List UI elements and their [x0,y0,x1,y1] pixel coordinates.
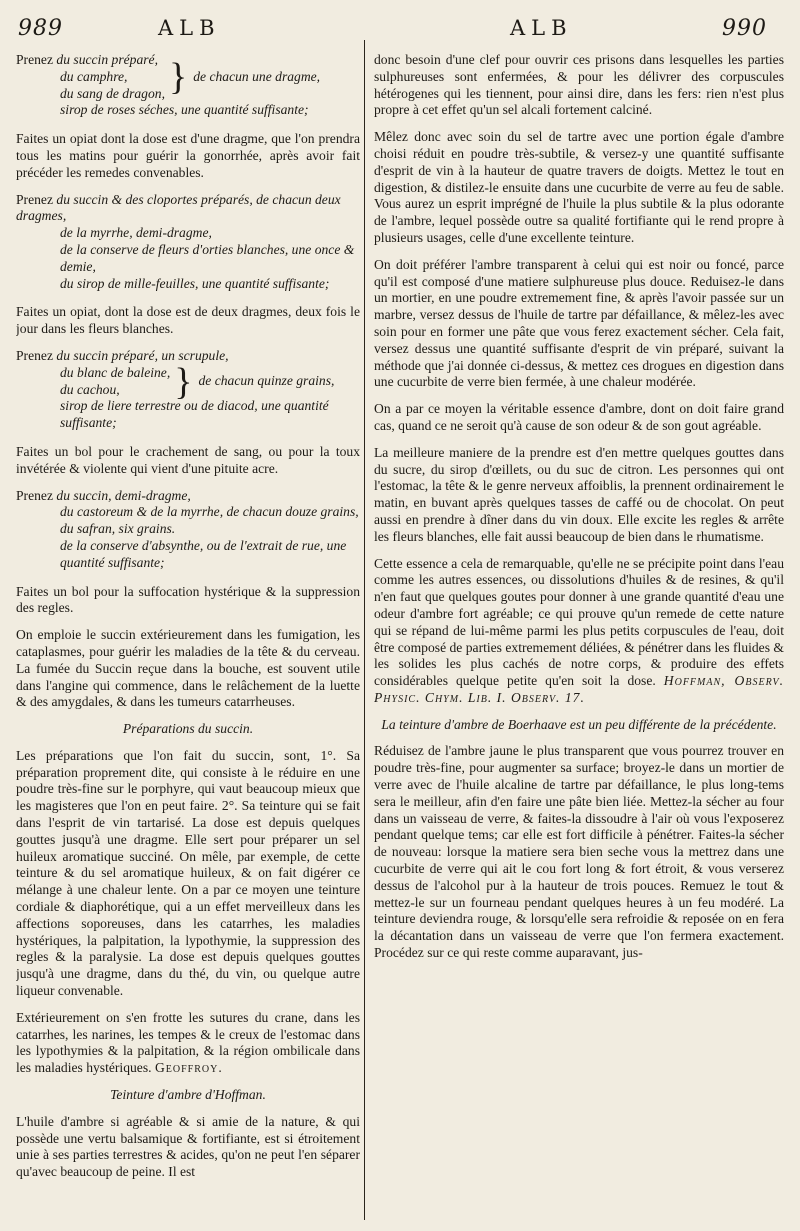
paragraph: Faites un opiat dont la dose est d'une dragme, que l'on prendra tous les matins pour guérir la gonorrhée, après avoir fait précéder les remedes convenables. [16,131,360,180]
left-column [16,52,360,1191]
recipe-1 [16,52,360,119]
recipe-2 [16,192,360,293]
left-page-number: 989 [18,16,63,41]
paragraph: Faites un opiat, dont la dose est de deux dragmes, deux fois le jour dans les fleurs blanches. [16,304,360,337]
paragraph-text: Cette essence a cela de remarquable, qu'elle ne se précipite point dans l'eau comme les autres essences, ou dissolutions d'huiles & de resines, & qu'il n'en faut que quelques goutes pour donner à une grande quantité d'eau une odeur d'ambre fort agréable; ce qui prouve qu'un remede de cette nature qui se répand de lui-même parmi les plus petits corpuscules de l'eau, doit être composé de parties extremement déliées, & pénétrer dans les fluides & les solides les plus cachés de notre corps, & produire des effets considérables quelque petite qu'en soit la dose. [374,555,784,689]
brace-symbol: } [168,56,188,99]
ingredient: du camphre, [60,68,128,84]
ingredient: du succin préparé, [56,52,158,67]
paragraph: Mêlez donc avec soin du sel de tartre avec une portion égale d'ambre choisi réduit en poudre très-subtile, & versez-y une quantité suffisante d'esprit de vin à la hauteur de quatre travers de doigts. Mettez le tout en digestion, & distilez-le ensuite dans une cucurbite de verre au feu de sable. Vous aurez un esprit imprégné de l'huile la plus subtile & la plus odorante de l'ambre, lequel possède outre sa qualité fortifiante qui le rend propre à plusieurs usages, celle d'une excellente teinture. [374,129,784,245]
ingredient: sirop de roses séches, une quantité suffisante; [60,102,309,118]
author-signature: Geoffroy. [154,1060,223,1076]
prenez-label: Prenez [16,191,53,207]
prenez-label: Prenez [16,487,53,503]
ingredient: de la conserve de fleurs d'orties blanches, une once & demie, [60,241,355,274]
recipe-3 [16,348,360,432]
brace-text: de chacun une dragme, [193,68,321,84]
prenez-label: Prenez [16,52,53,67]
ingredient: du cachou, [60,381,120,397]
paragraph: On doit préférer l'ambre transparent à celui qui est noir ou foncé, parce qu'il est composé d'une matiere sulphureuse plus douce. Reduisez-le dans un mortier, en une poudre extremement fine, & après l'avoir passée sur un marbre, versez dessus de l'huile de tartre par défaillance, & mêlez-les avec soin pour en former une pâte que vous ferez exactement sécher. Cela fait, versez dessus une quantité suffisante d'esprit de vin préparé, suivant la méthode que j'ai donnée ci-dessus, & mettez ces drogues en digestion dans une cucurbite de verre bien fermée, à une chaleur modérée. [374,256,784,390]
recipe-3-lines [16,365,170,399]
brace-text: de chacun quinze grains, [198,373,335,389]
brace-symbol: } [174,360,193,403]
ingredient: du sang de dragon, [60,85,165,101]
section-heading: La teinture d'ambre de Boerhaave est un peu différente de la précédente. [381,716,777,732]
right-running-head: ALB [510,16,573,40]
ingredient: de la myrrhe, demi-dragme, [60,225,212,241]
ingredient: de la conserve d'absynthe, ou de l'extrait de rue, une quantité suffisante; [60,537,347,570]
paragraph [16,1010,360,1077]
paragraph-text: Extérieurement on s'en frotte les sutures du crane, dans les catarrhes, les narines, les tempes & le creux de l'estomac dans les lypothymies & la palpitation, & la région ombilicale dans les maladies hystériques. [16,1009,360,1076]
column-divider [364,40,365,1220]
paragraph: Les préparations que l'on fait du succin, sont, 1°. Sa préparation proprement dite, qui consiste à le réduire en une poudre très-fine sur le porphyre, qui vaut beaucoup mieux que les magisteres que l'on en peut faire. 2°. Sa teinture qui se fait dans l'esprit de vin tartarisé. La dose est depuis quelques gouttes jusqu'à une dragme. Elle sert pour préparer un sel huileux aromatique succiné. On mêle, par exemple, de cette teinture & du sel aromatique huileux, & on fait digérer ce mélange à une chaleur lente. On a par ce moyen une teinture cordiale & diaphorétique, qui a un effet merveilleux dans les affections soporeuses, dans les catarrhes, les maladies hystériques, la palpitation, la lypothymie, la suppression des regles & la paralysie. La dose est depuis quelques gouttes jusqu'à une dragme, dans du thé, du vin, ou quelque autre liqueur convenable. [16,747,360,999]
prenez-label: Prenez [16,347,53,363]
paragraph: donc besoin d'une clef pour ouvrir ces prisons dans lesquelles les parties sulphureuses sont enfermées, & pour les délivrer des corpuscules hétérogenes qui les tiennent, pour ainsi dire, dans les fers: rien n'est plus propre à cet effet qu'un sel alcali fortement calciné. [374,52,784,118]
section-heading: Teinture d'ambre d'Hoffman. [110,1087,266,1103]
recipe-4 [16,488,360,572]
section-heading: Préparations du succin. [122,721,254,737]
paragraph: L'huile d'ambre si agréable & si amie de la nature, & qui possède une vertu balsamique & fortifiante, est si étroitement unie à ses parties terrestres & acides, qu'on ne peut l'en séparer qu'avec beaucoup de peine. Il est [16,1113,360,1180]
paragraph: On a par ce moyen la véritable essence d'ambre, dont on doit faire grand cas, quand ce ne seroit qu'à cause de son odeur & de son gout agréable. [374,401,784,433]
ingredient: du succin préparé, un scrupule, [56,347,229,363]
recipe-1-brace-group [16,52,360,102]
recipe-1-lines [16,52,165,102]
ingredient: sirop de liere terrestre ou de diacod, une quantité suffisante; [60,398,329,431]
paragraph: Faites un bol pour la suffocation hystérique & la suppression des regles. [16,583,360,616]
ingredient: du blanc de baleine, [60,364,171,380]
ingredient: du castoreum & de la myrrhe, de chacun douze grains, [60,504,359,520]
recipe-3-brace-group [16,360,360,403]
paragraph: On emploie le succin extérieurement dans les fumigation, les cataplasmes, pour guérir les maladies de la tête & du cerveau. La fumée du Succin reçue dans la bouche, est souvent utile dans l'angine qui commence, dans le relâchement de la luette & des amygdales, & dans les tumeurs catarrheuses. [16,627,360,710]
right-column [374,52,784,972]
citation: Hoffman, Observ. Physic. Chym. Lib. I. Observ. 17. [374,673,784,705]
ingredient: du sirop de mille-feuilles, une quantité suffisante; [60,275,330,291]
paragraph: Réduisez de l'ambre jaune le plus transparent que vous pourrez trouver en poudre très-fine, pour augmenter sa surface; broyez-le dans un mortier de verre avec de l'huile alcaline de tartre par défaillance, le plus long-tems sera le meilleur, afin d'en faire une pâte bien liée. Mettez-la sécher au four dans un vaisseau de verre, & faites-la dissoudre à l'air où vous l'exposerez pendant quelque tems; car elle est fort difficile à pénétrer. Faites-la sécher de nouveau: lorsque la matiere sera bien seche vous la mettrez dans une cucurbite de verre qui ait le cou fort long & fort étroit, & vous verserez dessus de l'alcohol pur à la hauteur de trois pouces. Remuez le tout & mettez-le sur un fourneau pendant quelques heures à un feu modéré. La teinture deviendra rouge, & lorsqu'elle sera refroidie & reposée on en fera la décantation dans un vaisseau de verre que l'on fermera exactement. Procédez sur ce qui reste comme auparavant, jus- [374,743,784,961]
ingredient: du succin, demi-dragme, [56,487,191,503]
right-page-number: 990 [722,16,767,41]
paragraph: La meilleure maniere de la prendre est d'en mettre quelques gouttes dans du sucre, du sirop d'œillets, ou du suc de citron. Les personnes qui ont l'estomac, la tête & le genre nerveux affoiblis, la prennent ordinairement le matin, en buvant après quelques tasses de caffé ou de chocolat. On peut aussi en prendre à dîner dans du vin doux. Elle excite les regles & arrête les fleurs blanches, elle fait aussi beaucoup de bien dans le rhumatisme. [374,444,784,544]
left-running-head: ALB [158,16,221,40]
ingredient: du succin & des cloportes préparés, de chacun deux dragmes, [16,191,341,224]
paragraph: Faites un bol pour le crachement de sang, ou pour la toux invétérée & violente qui vient d'une pituite acre. [16,443,360,476]
ingredient: du safran, six grains. [60,521,176,537]
paragraph [374,556,784,707]
